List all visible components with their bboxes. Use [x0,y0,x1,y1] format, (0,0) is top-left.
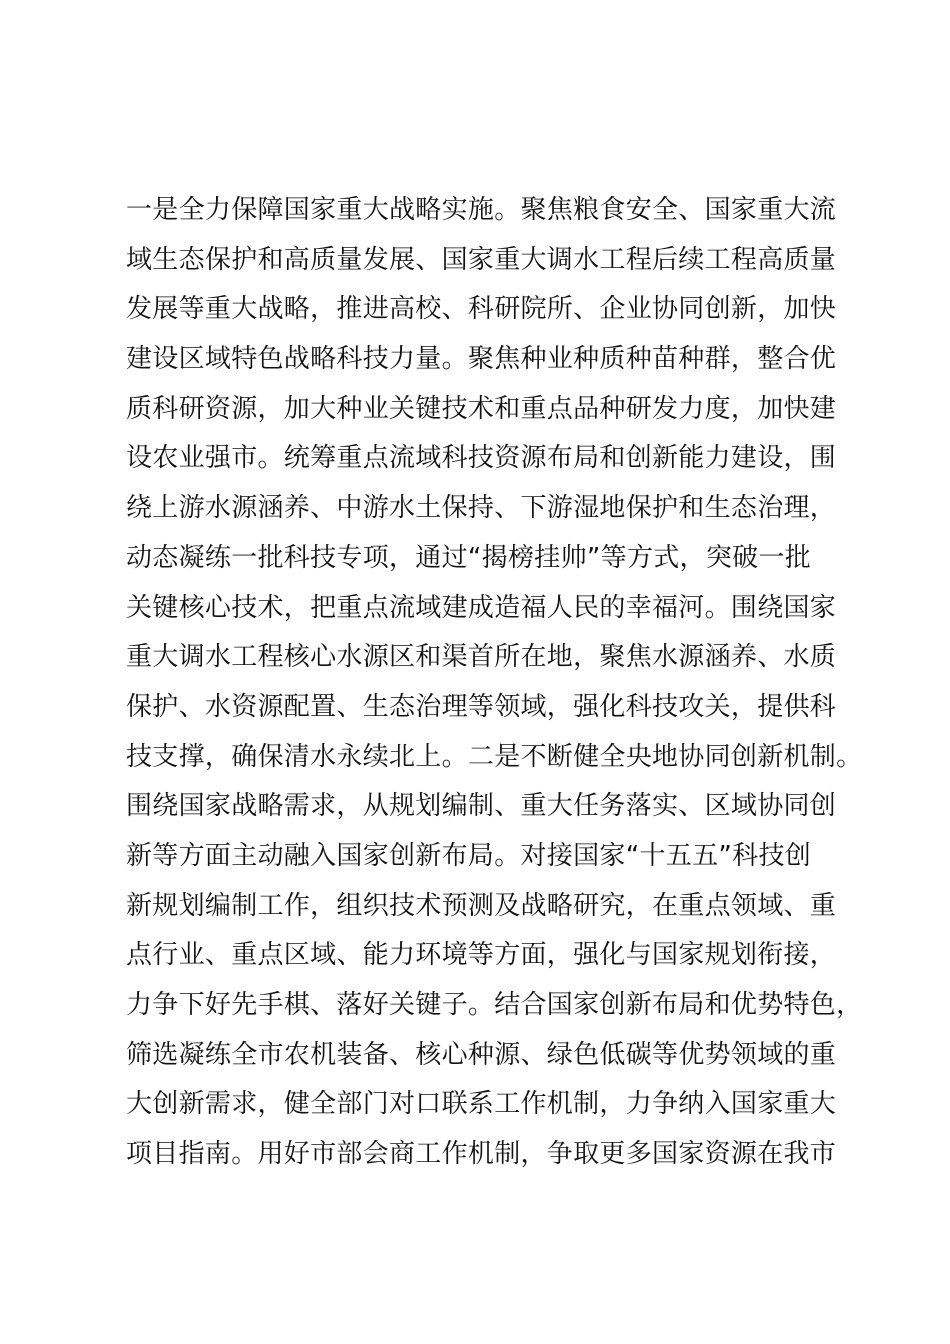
text-line: 绕上游水源涵养、中游水土保持、下游湿地保护和生态治理， [126,493,837,524]
text-line: 项目指南。用好市部会商工作机制，争取更多国家资源在我市 [126,1139,837,1170]
text-line: 一是全力保障国家重大战略实施。聚焦粮食安全、国家重大流 [126,195,837,225]
text-line: 设农业强市。统筹重点流域科技资源布局和创新能力建设，围 [126,443,837,474]
text-line: 关键核心技术，把重点流域建成造福人民的幸福河。围绕国家 [126,592,837,623]
text-line: 建设区域特色战略科技力量。聚焦种业种质种苗种群，整合优 [126,344,837,375]
text-line: 力争下好先手棋、落好关键子。结合国家创新布局和优势特色， [126,990,863,1020]
text-line: 筛选凝练全市农机装备、核心种源、绿色低碳等优势领域的重 [126,1039,837,1070]
text-line: 围绕国家战略需求，从规划编制、重大任务落实、区域协同创 [126,791,837,822]
text-line: 保护、水资源配置、生态治理等领域，强化科技攻关，提供科 [126,691,837,722]
text-line: 发展等重大战略，推进高校、科研院所、企业协同创新，加快 [126,294,837,325]
text-line: 新等方面主动融入国家创新布局。对接国家“十五五”科技创 [126,840,812,871]
text-line: 质科研资源，加大种业关键技术和重点品种研发力度，加快建 [126,393,837,424]
text-line: 重大调水工程核心水源区和渠首所在地，聚焦水源涵养、水质 [126,642,837,673]
text-line: 域生态保护和高质量发展、国家重大调水工程后续工程高质量 [126,244,837,275]
text-line: 大创新需求，健全部门对口联系工作机制，力争纳入国家重大 [126,1089,837,1120]
body-paragraph [126,186,866,1180]
text-line: 点行业、重点区域、能力环境等方面，强化与国家规划衔接， [126,940,837,971]
text-line: 技支撑，确保清水永续北上。二是不断健全央地协同创新机制。 [126,741,863,772]
text-line: 新规划编制工作，组织技术预测及战略研究，在重点领域、重 [126,890,837,921]
text-line: 动态凝练一批科技专项，通过“揭榜挂帅”等方式，突破一批 [126,542,812,573]
